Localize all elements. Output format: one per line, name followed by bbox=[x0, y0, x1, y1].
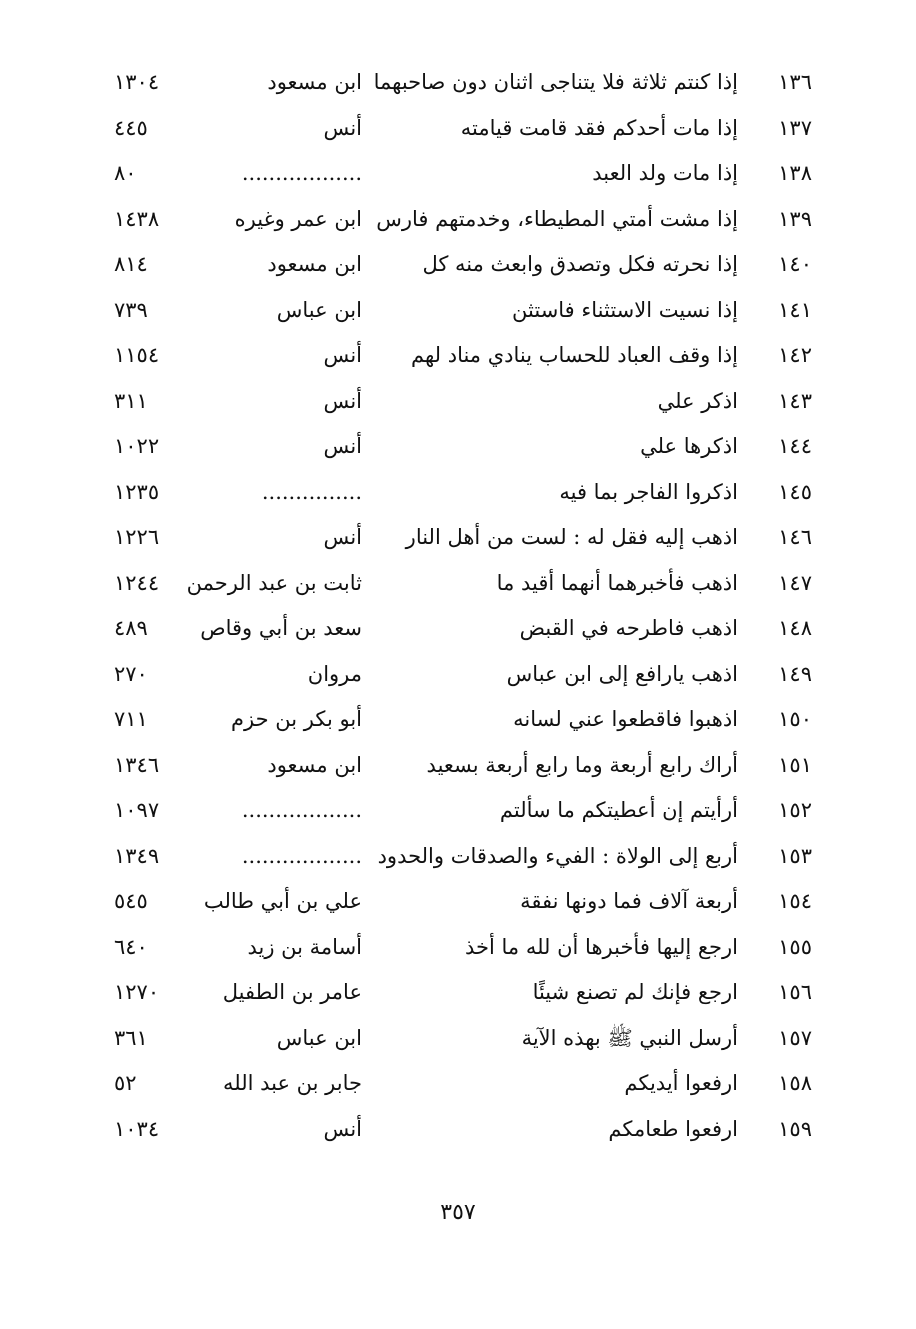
narrator: أنس bbox=[323, 1116, 362, 1141]
entry-number: ١٥٩ bbox=[778, 1116, 812, 1141]
index-row bbox=[100, 1063, 820, 1109]
narrator: أنس bbox=[323, 388, 362, 413]
hadith-text: اذهب إليه فقل له : لست من أهل النار bbox=[405, 525, 738, 549]
index-row bbox=[100, 699, 820, 745]
index-row bbox=[100, 153, 820, 199]
hadith-text: أربع إلى الولاة : الفيء والصدقات والحدود bbox=[377, 843, 738, 868]
narrator: جابر بن عبد الله bbox=[222, 1071, 362, 1095]
hadith-text: إذا مات أحدكم فقد قامت قيامته bbox=[460, 115, 738, 140]
narrator: مروان bbox=[307, 661, 362, 686]
page-reference: ٣١١ bbox=[114, 388, 148, 413]
narrator: ابن عمر وغيره bbox=[234, 206, 362, 231]
hadith-text: أراك رابع أربعة وما رابع أربعة بسعيد bbox=[426, 752, 738, 777]
page-reference: ١٣٤٦ bbox=[114, 752, 160, 777]
hadith-text: اذكر علي bbox=[657, 388, 738, 413]
page-reference: ٧٣٩ bbox=[114, 297, 148, 322]
entry-number: ١٣٧ bbox=[778, 115, 812, 140]
hadith-text: أربعة آلاف فما دونها نفقة bbox=[520, 889, 738, 913]
page-number: ٣٥٧ bbox=[440, 1200, 476, 1225]
entry-number: ١٥٢ bbox=[778, 798, 812, 822]
page-reference: ٤٨٩ bbox=[114, 616, 148, 640]
page-reference: ٥٢ bbox=[114, 1071, 137, 1095]
narrator: ............... bbox=[261, 479, 362, 504]
page-reference: ١١٥٤ bbox=[114, 343, 160, 367]
index-row bbox=[100, 563, 820, 609]
entry-number: ١٤٧ bbox=[778, 570, 812, 595]
narrator: أنس bbox=[323, 434, 362, 458]
index-row bbox=[100, 108, 820, 154]
hadith-text: أرأيتم إن أعطيتكم ما سألتم bbox=[499, 798, 738, 822]
entry-number: ١٣٩ bbox=[778, 206, 812, 231]
hadith-text: أرسل النبي ﷺ بهذه الآية bbox=[521, 1025, 738, 1050]
narrator: ابن مسعود bbox=[267, 752, 362, 777]
hadith-text: ارفعوا طعامكم bbox=[608, 1116, 738, 1141]
index-row bbox=[100, 654, 820, 700]
index-row bbox=[100, 1018, 820, 1064]
index-row bbox=[100, 972, 820, 1018]
hadith-text: إذا مشت أمتي المطيطاء، وخدمتهم فارس bbox=[376, 206, 738, 231]
narrator: .................. bbox=[241, 161, 362, 185]
index-row bbox=[100, 881, 820, 927]
index-row bbox=[100, 290, 820, 336]
page-reference: ١٠٢٢ bbox=[114, 434, 160, 458]
entry-number: ١٣٨ bbox=[778, 161, 812, 185]
index-row bbox=[100, 517, 820, 563]
entry-number: ١٤٤ bbox=[778, 434, 812, 458]
index-row bbox=[100, 790, 820, 836]
narrator: عامر بن الطفيل bbox=[222, 980, 362, 1004]
narrator: أنس bbox=[323, 525, 362, 549]
hadith-text: اذكرها علي bbox=[640, 434, 738, 458]
page-reference: ٨٠ bbox=[114, 161, 137, 185]
index-row bbox=[100, 927, 820, 973]
narrator: .................. bbox=[241, 798, 362, 822]
entry-number: ١٥٠ bbox=[778, 707, 812, 731]
entry-number: ١٥١ bbox=[778, 752, 812, 777]
entry-number: ١٤١ bbox=[778, 297, 812, 322]
page-reference: ١٠٩٧ bbox=[114, 798, 160, 822]
page-reference: ١٢٤٤ bbox=[114, 570, 160, 595]
page-reference: ١٣٠٤ bbox=[114, 70, 160, 94]
hadith-index-table bbox=[100, 62, 820, 1154]
hadith-text: إذا نحرته فكل وتصدق وابعث منه كل bbox=[422, 252, 738, 276]
entry-number: ١٤٥ bbox=[778, 479, 812, 504]
entry-number: ١٥٦ bbox=[778, 980, 812, 1004]
entry-number: ١٤٢ bbox=[778, 343, 812, 367]
index-row bbox=[100, 335, 820, 381]
narrator: ثابت بن عبد الرحمن bbox=[186, 570, 362, 595]
page-reference: ٢٧٠ bbox=[114, 661, 148, 686]
index-row bbox=[100, 1109, 820, 1155]
hadith-text: اذهبوا فاقطعوا عني لسانه bbox=[513, 707, 738, 731]
page-reference: ٤٤٥ bbox=[114, 115, 148, 140]
hadith-text: إذا وقف العباد للحساب ينادي مناد لهم bbox=[410, 343, 738, 367]
entry-number: ١٥٤ bbox=[778, 889, 812, 913]
hadith-text: اذكروا الفاجر بما فيه bbox=[559, 479, 738, 504]
narrator: علي بن أبي طالب bbox=[203, 889, 362, 913]
index-row bbox=[100, 608, 820, 654]
narrator: ابن عباس bbox=[276, 297, 362, 322]
page-reference: ١٢٣٥ bbox=[114, 479, 160, 504]
hadith-text: ارفعوا أيديكم bbox=[624, 1071, 738, 1095]
narrator: سعد بن أبي وقاص bbox=[200, 616, 362, 640]
narrator: .................. bbox=[241, 843, 362, 868]
narrator: أبو بكر بن حزم bbox=[231, 707, 362, 731]
index-row bbox=[100, 745, 820, 791]
entry-number: ١٤٩ bbox=[778, 661, 812, 686]
index-row bbox=[100, 62, 820, 108]
narrator: أسامة بن زيد bbox=[247, 934, 362, 959]
narrator: ابن مسعود bbox=[267, 252, 362, 276]
index-row bbox=[100, 199, 820, 245]
narrator: ابن مسعود bbox=[267, 70, 362, 94]
entry-number: ١٤٣ bbox=[778, 388, 812, 413]
page-reference: ٨١٤ bbox=[114, 252, 148, 276]
index-row bbox=[100, 244, 820, 290]
hadith-text: اذهب فاطرحه في القبض bbox=[519, 616, 738, 640]
index-row bbox=[100, 381, 820, 427]
narrator: ابن عباس bbox=[276, 1025, 362, 1050]
hadith-text: إذا مات ولد العبد bbox=[592, 161, 738, 185]
index-row bbox=[100, 836, 820, 882]
hadith-text: ارجع فإنك لم تصنع شيئًا bbox=[532, 980, 738, 1004]
page-reference: ٦٤٠ bbox=[114, 934, 148, 959]
entry-number: ١٤٠ bbox=[778, 252, 812, 276]
entry-number: ١٤٦ bbox=[778, 525, 812, 549]
page-reference: ٣٦١ bbox=[114, 1025, 148, 1050]
page-reference: ١٢٢٦ bbox=[114, 525, 160, 549]
hadith-text: اذهب فأخبرهما أنهما أقيد ما bbox=[496, 570, 738, 595]
hadith-text: إذا نسيت الاستثناء فاستثن bbox=[512, 297, 738, 322]
entry-number: ١٥٧ bbox=[778, 1025, 812, 1050]
entry-number: ١٥٣ bbox=[778, 843, 812, 868]
hadith-text: اذهب يارافع إلى ابن عباس bbox=[506, 661, 738, 686]
page-reference: ٥٤٥ bbox=[114, 889, 148, 913]
hadith-text: إذا كنتم ثلاثة فلا يتناجى اثنان دون صاحبهما bbox=[373, 70, 738, 94]
entry-number: ١٥٥ bbox=[778, 934, 812, 959]
page-reference: ١٤٣٨ bbox=[114, 206, 160, 231]
narrator: أنس bbox=[323, 115, 362, 140]
page-reference: ٧١١ bbox=[114, 707, 148, 731]
entry-number: ١٣٦ bbox=[778, 70, 812, 94]
entry-number: ١٥٨ bbox=[778, 1071, 812, 1095]
index-row bbox=[100, 426, 820, 472]
index-row bbox=[100, 472, 820, 518]
entry-number: ١٤٨ bbox=[778, 616, 812, 640]
page-reference: ١٢٧٠ bbox=[114, 980, 160, 1004]
page-reference: ١٠٣٤ bbox=[114, 1116, 160, 1141]
narrator: أنس bbox=[323, 343, 362, 367]
hadith-text: ارجع إليها فأخبرها أن لله ما أخذ bbox=[465, 934, 738, 959]
page-reference: ١٣٤٩ bbox=[114, 843, 160, 868]
